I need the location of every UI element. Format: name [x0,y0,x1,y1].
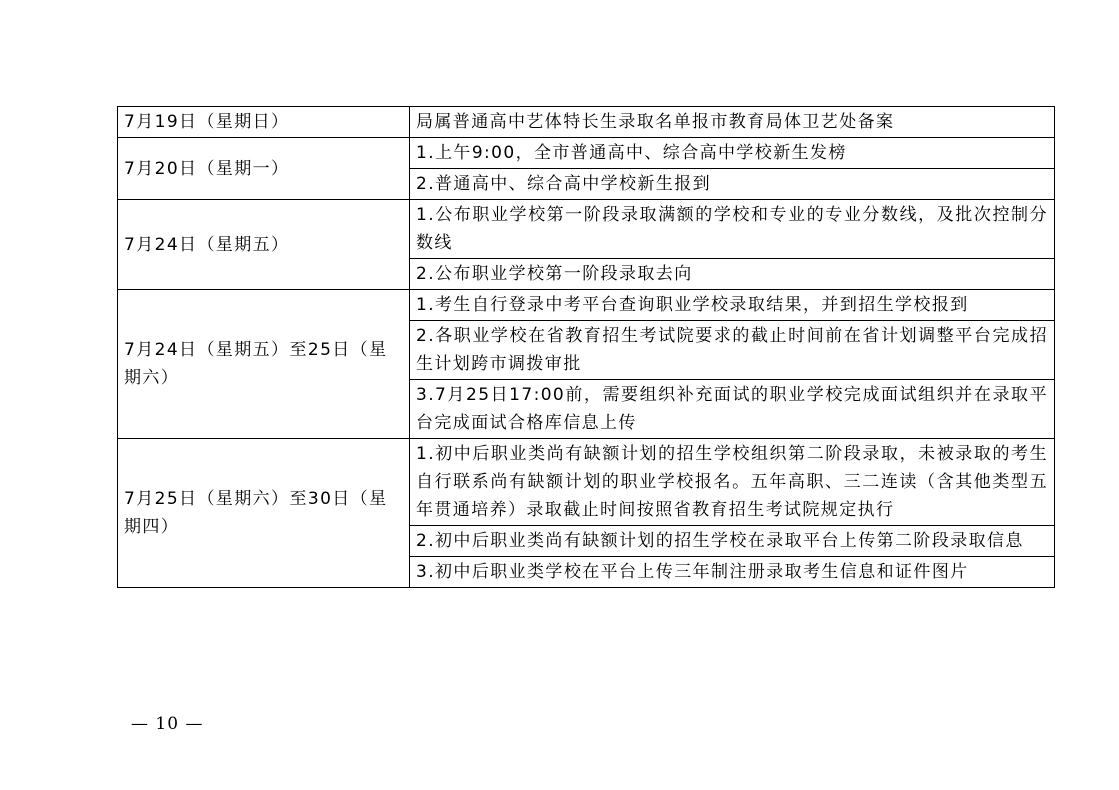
date-cell: 7月24日（星期五） [118,200,410,290]
table-row [118,200,1055,259]
task-cell: 1.上午9:00，全市普通高中、综合高中学校新生发榜 [410,138,1055,169]
table-row [118,439,1055,526]
date-cell: 7月25日（星期六）至30日（星期四） [118,439,410,588]
task-cell: 2.各职业学校在省教育招生考试院要求的截止时间前在省计划调整平台完成招生计划跨市调拨审批 [410,321,1055,380]
task-cell: 1.公布职业学校第一阶段录取满额的学校和专业的专业分数线，及批次控制分数线 [410,200,1055,259]
table-row [118,290,1055,321]
date-cell: 7月24日（星期五）至25日（星期六） [118,290,410,439]
task-cell: 3.初中后职业类学校在平台上传三年制注册录取考生信息和证件图片 [410,557,1055,588]
table-row [118,138,1055,169]
page-number: — 10 — [131,714,204,734]
task-cell: 1.初中后职业类尚有缺额计划的招生学校组织第二阶段录取，未被录取的考生自行联系尚有缺额计划的职业学校报名。五年高职、三二连读（含其他类型五年贯通培养）录取截止时间按照省教育招生考试院规定执行 [410,439,1055,526]
date-cell: 7月20日（星期一） [118,138,410,200]
task-cell: 3.7月25日17:00前，需要组织补充面试的职业学校完成面试组织并在录取平台完成面试合格库信息上传 [410,380,1055,439]
date-cell: 7月19日（星期日） [118,107,410,138]
task-cell: 2.普通高中、综合高中学校新生报到 [410,169,1055,200]
table-row [118,107,1055,138]
task-cell: 1.考生自行登录中考平台查询职业学校录取结果，并到招生学校报到 [410,290,1055,321]
task-cell: 局属普通高中艺体特长生录取名单报市教育局体卫艺处备案 [410,107,1055,138]
task-cell: 2.公布职业学校第一阶段录取去向 [410,259,1055,290]
task-cell: 2.初中后职业类尚有缺额计划的招生学校在录取平台上传第二阶段录取信息 [410,526,1055,557]
admission-schedule-table [117,106,1055,588]
